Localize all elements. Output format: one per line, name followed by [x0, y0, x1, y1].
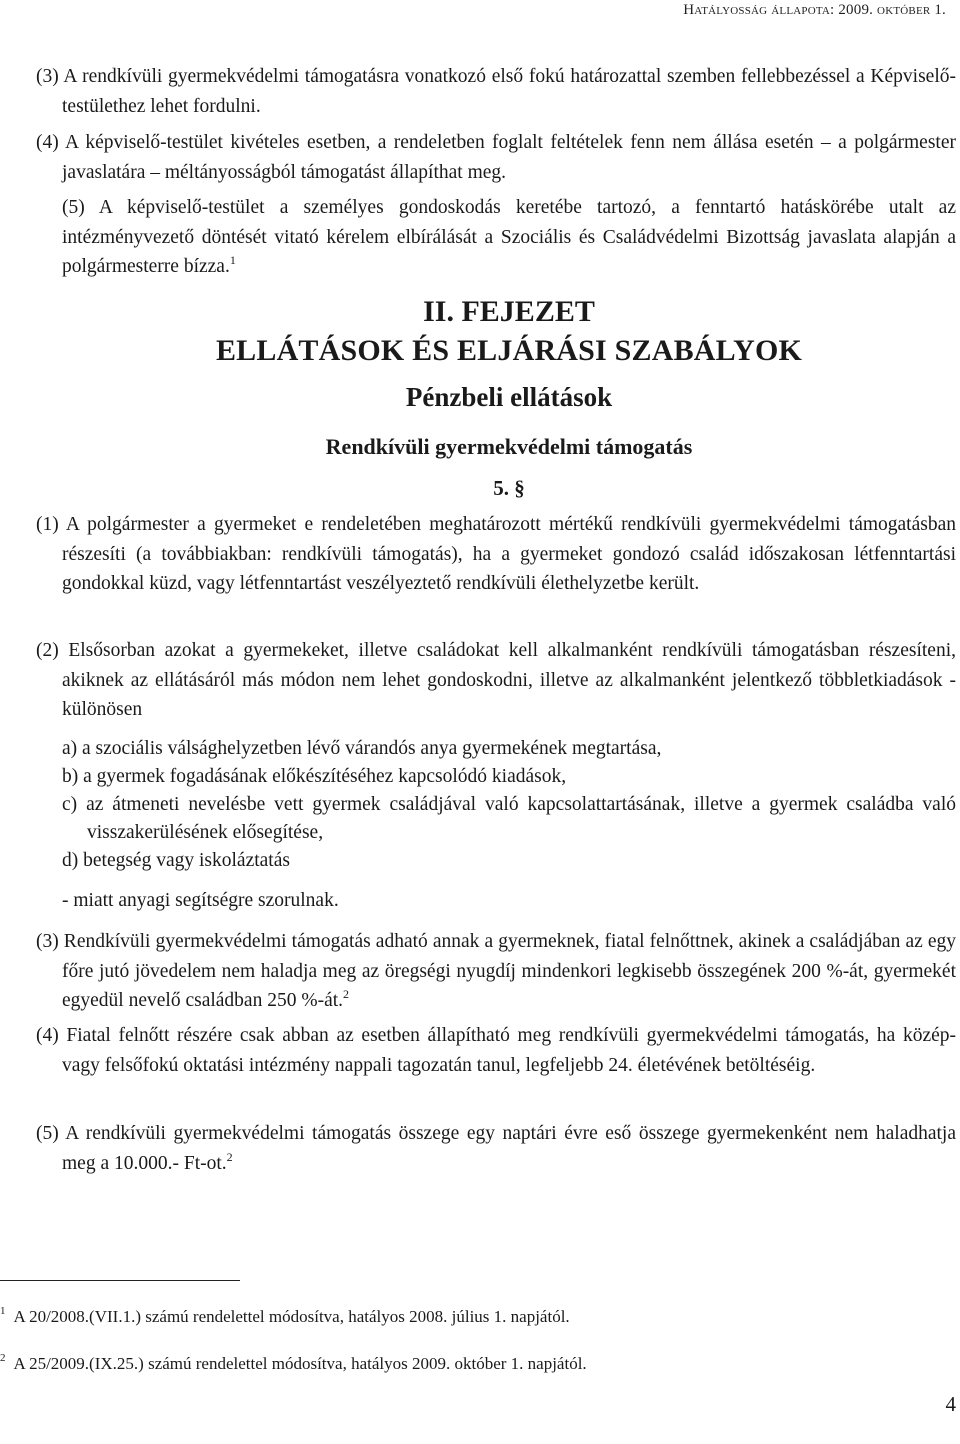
page-number: 4 — [945, 1392, 956, 1416]
section5-paragraph-5 — [36, 1119, 956, 1178]
footnote-2-text: A 25/2009.(IX.25.) számú rendelettel módosítva, hatályos 2009. október 1. napjától. — [13, 1354, 587, 1373]
footnote-ref-2b[interactable]: 2 — [226, 1149, 233, 1164]
paragraph-3-appeal: (3) A rendkívüli gyermekvédelmi támogatásra vonatkozó első fokú határozattal szemben fellebbezéssel a Képviselő-testülethez lehet fordulni. — [36, 66, 956, 117]
subsection-heading: Rendkívüli gyermekvédelmi támogatás — [325, 434, 693, 459]
running-header: Hatályosság állapota: 2009. október 1. — [683, 2, 946, 18]
paragraph-4-equity: (4) A képviselő-testület kivételes esetben, a rendeletben foglalt feltételek fenn nem állása esetén – a polgármester javaslatára – méltányosságból támogatást állapíthat meg. — [36, 132, 956, 183]
list-item-b: b) a gyermek fogadásának előkészítéséhez kapcsolódó kiadások, — [62, 766, 567, 787]
footnote-2-number: 2 — [0, 1352, 6, 1364]
footnote-1-text: A 20/2008.(VII.1.) számú rendelettel módosítva, hatályos 2008. július 1. napjától. — [13, 1307, 570, 1326]
paragraph-5-text: (5) A képviselő-testület a személyes gondoskodás keretébe tartozó, a fenntartó hatáskörébe utalt az intézményvezető döntését vitató kérelem elbírálását a Szociális és Családvédelmi Bizottság javaslata alapján a polgármesterre bízza. — [62, 197, 956, 278]
footnote-1-number: 1 — [0, 1305, 6, 1317]
section5-paragraph-4: (4) Fiatal felnőtt részére csak abban az esetben állapítható meg rendkívüli gyermekvédelmi támogatás, ha közép- vagy felsőfokú oktatási intézmény nappali tagozatán tanul, legfeljebb 24. életévének betöltéséig. — [36, 1025, 956, 1076]
section5-paragraph-2: (2) Elsősorban azokat a gyermekeket, illetve családokat kell alkalmanként rendkívüli támogatásban részesíteni, akiknek az ellátásáról más módon nem lehet gondoskodni, illetve az alkalmanként jelentkező többletkiadások - különösen — [36, 640, 956, 721]
chapter-title: ELLÁTÁSOK ÉS ELJÁRÁSI SZABÁLYOK — [215, 334, 803, 367]
list-tail: - miatt anyagi segítségre szorulnak. — [62, 890, 339, 911]
section-number: 5. § — [493, 476, 525, 500]
footnote-1 — [0, 1306, 900, 1328]
section5-paragraph-3 — [36, 927, 956, 1016]
chapter-heading: II. FEJEZET — [423, 295, 595, 328]
list-item-a: a) a szociális válsághelyzetben lévő várandós anya gyermekének megtartása, — [62, 738, 662, 759]
section5-paragraph-5-text: (5) A rendkívüli gyermekvédelmi támogatás összege egy naptári évre eső összege gyermekenként nem haladhatja meg a 10.000.- Ft-ot. — [36, 1123, 956, 1174]
subtitle-heading: Pénzbeli ellátások — [405, 382, 613, 412]
list-item-c: c) az átmeneti nevelésbe vett gyermek családjával való kapcsolattartásának, illetve a gyermek családba való visszakerülésének elősegítése, — [62, 794, 956, 843]
section5-paragraph-3-text: (3) Rendkívüli gyermekvédelmi támogatás adható annak a gyermeknek, fiatal felnőttnek, akinek a családjában az egy főre jutó jövedelem nem haladja meg az öregségi nyugdíj mindenkori legkisebb összegének 200 %-át, gyermekét egyedül nevelő családban 250 %-át. — [36, 931, 956, 1012]
footnote-2 — [0, 1353, 900, 1375]
list-item-d: d) betegség vagy iskoláztatás — [62, 850, 290, 871]
footnote-ref-2[interactable]: 2 — [343, 987, 350, 1002]
footnote-divider — [0, 1280, 240, 1281]
section5-paragraph-1: (1) A polgármester a gyermeket e rendeletében meghatározott mértékű rendkívüli gyermekvédelmi támogatásban részesíti (a továbbiakban: rendkívüli támogatás), ha a gyermeket gondozó család időszakosan létfenntartási gondokkal küzd, vagy létfenntartást veszélyeztető rendkívüli élethelyzetbe került. — [36, 514, 956, 595]
footnote-ref-1[interactable]: 1 — [229, 253, 236, 268]
paragraph-5-delegation — [62, 193, 956, 282]
